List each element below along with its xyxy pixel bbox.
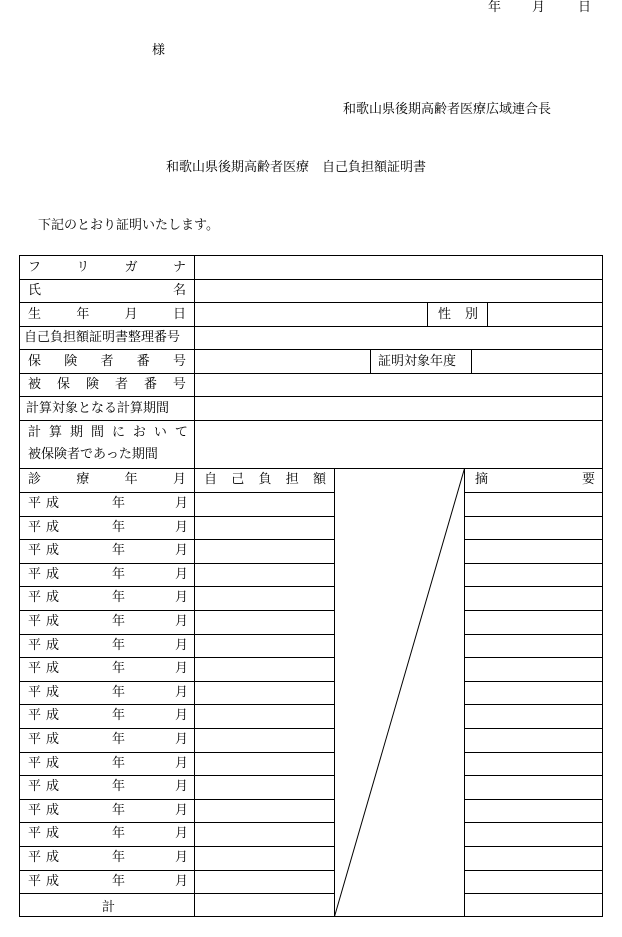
row-month-label: 月	[175, 567, 189, 582]
row-era-label: 平成	[28, 638, 65, 653]
row-era-label: 平成	[28, 779, 65, 794]
row-era-label: 平成	[28, 661, 65, 676]
row-year-label: 年	[112, 826, 126, 841]
cert-number-label: 自己負担額証明書整理番号	[24, 330, 181, 345]
insured-period-label-line1: 計 算 期 間 に お い て	[28, 425, 188, 440]
date-month-label: 月	[532, 0, 546, 15]
insured-number-label: 被 保 険 者 番 号	[28, 377, 186, 392]
row-month-label: 月	[175, 826, 189, 841]
row-era-label: 平成	[28, 567, 65, 582]
statement-text: 下記のとおり証明いたします。	[38, 218, 219, 233]
row-era-label: 平成	[28, 803, 65, 818]
row-month-label: 月	[175, 520, 189, 535]
row-era-label: 平成	[28, 590, 65, 605]
row-era-label: 平成	[28, 826, 65, 841]
col-header-remarks: 摘 要	[475, 472, 595, 487]
row-month-label: 月	[175, 685, 189, 700]
row-month-label: 月	[175, 874, 189, 889]
row-year-label: 年	[112, 850, 126, 865]
calc-period-label: 計算対象となる計算期間	[26, 401, 170, 416]
sex-label: 性 別	[438, 307, 478, 322]
row-year-label: 年	[112, 874, 126, 889]
row-month-label: 月	[175, 708, 189, 723]
target-year-label: 証明対象年度	[378, 354, 457, 369]
row-month-label: 月	[175, 779, 189, 794]
row-month-label: 月	[175, 803, 189, 818]
birthdate-label: 生 年 月 日	[28, 307, 186, 322]
row-era-label: 平成	[28, 496, 65, 511]
row-year-label: 年	[112, 567, 126, 582]
row-year-label: 年	[112, 590, 126, 605]
name-label: 氏 名	[28, 283, 186, 298]
row-era-label: 平成	[28, 708, 65, 723]
row-era-label: 平成	[28, 874, 65, 889]
row-year-label: 年	[112, 779, 126, 794]
addressee-suffix: 様	[152, 43, 166, 58]
row-year-label: 年	[112, 685, 126, 700]
row-month-label: 月	[175, 543, 189, 558]
row-month-label: 月	[175, 661, 189, 676]
row-year-label: 年	[112, 614, 126, 629]
row-month-label: 月	[175, 732, 189, 747]
row-year-label: 年	[112, 543, 126, 558]
row-month-label: 月	[175, 850, 189, 865]
row-year-label: 年	[112, 661, 126, 676]
row-era-label: 平成	[28, 732, 65, 747]
issuer-name: 和歌山県後期高齢者医療広域連合長	[343, 102, 552, 117]
row-era-label: 平成	[28, 543, 65, 558]
row-era-label: 平成	[28, 614, 65, 629]
row-year-label: 年	[112, 756, 126, 771]
row-month-label: 月	[175, 590, 189, 605]
row-month-label: 月	[175, 756, 189, 771]
col-header-month: 診 療 年 月	[28, 472, 186, 487]
row-year-label: 年	[112, 496, 126, 511]
total-label: 計	[102, 900, 116, 915]
row-era-label: 平成	[28, 756, 65, 771]
row-era-label: 平成	[28, 685, 65, 700]
furigana-label: フ リ ガ ナ	[28, 260, 186, 275]
row-year-label: 年	[112, 520, 126, 535]
insurer-number-label: 保 険 者 番 号	[28, 354, 186, 369]
date-day-label: 日	[578, 0, 592, 15]
row-year-label: 年	[112, 803, 126, 818]
insured-period-label-line2: 被保険者であった期間	[28, 447, 158, 462]
row-year-label: 年	[112, 708, 126, 723]
row-era-label: 平成	[28, 520, 65, 535]
row-era-label: 平成	[28, 850, 65, 865]
row-month-label: 月	[175, 638, 189, 653]
row-year-label: 年	[112, 732, 126, 747]
row-month-label: 月	[175, 614, 189, 629]
document-title: 和歌山県後期高齢者医療 自己負担額証明書	[166, 160, 427, 175]
col-header-amount: 自 己 負 担 額	[204, 472, 326, 487]
row-year-label: 年	[112, 638, 126, 653]
date-year-label: 年	[488, 0, 502, 15]
row-month-label: 月	[175, 496, 189, 511]
